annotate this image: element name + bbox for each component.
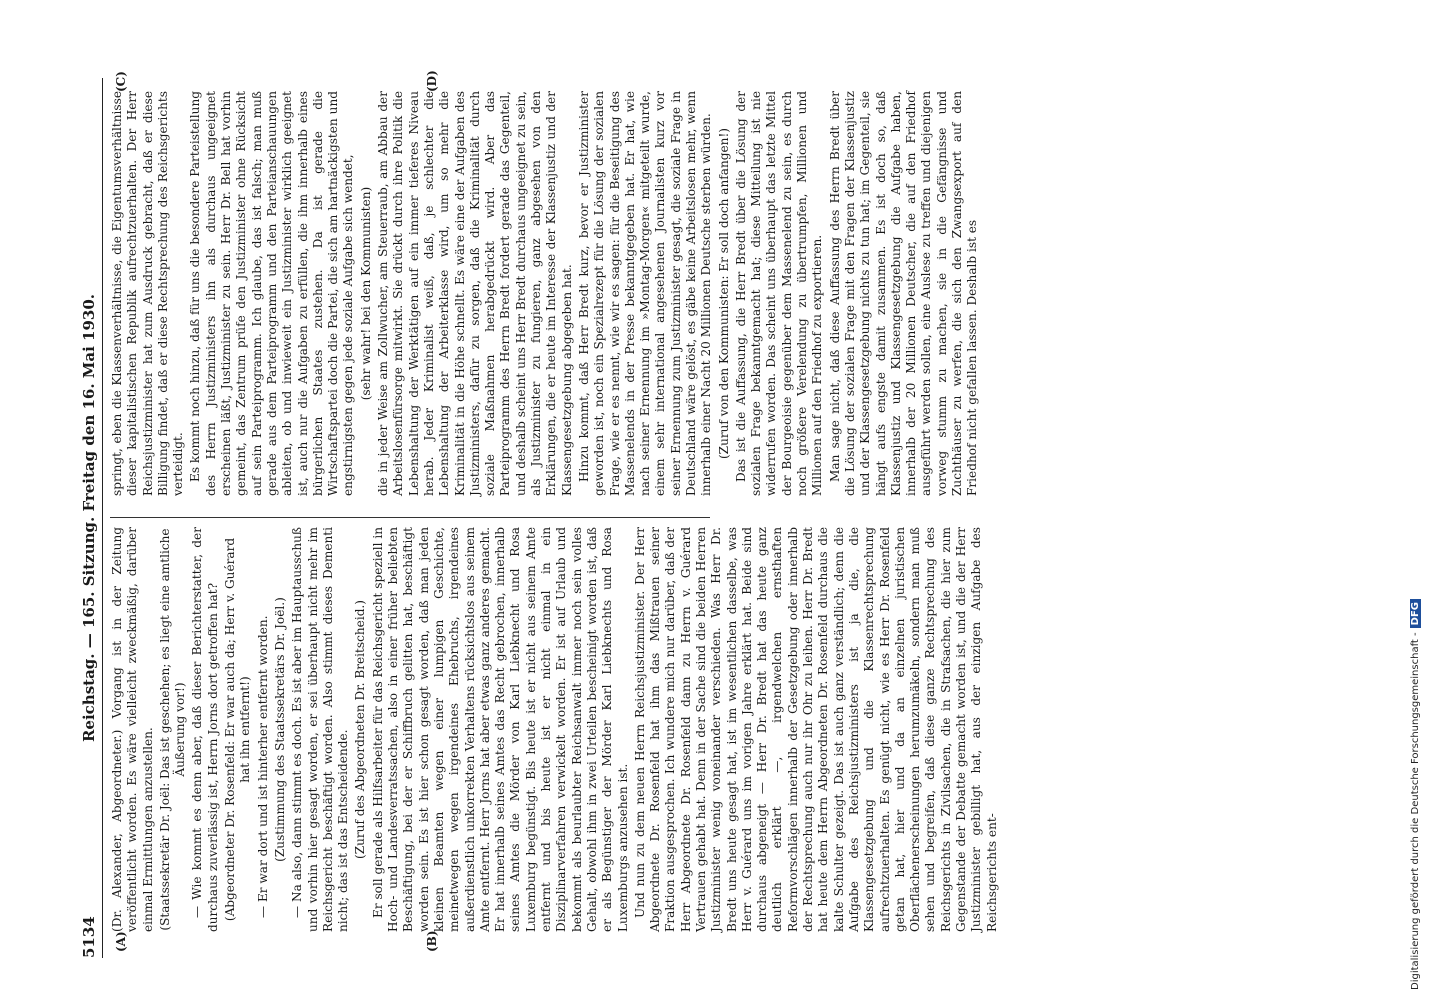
page-number: 5134 xyxy=(80,916,98,958)
margin-marker-b: (B) xyxy=(425,930,439,952)
margin-marker-a: (A) xyxy=(114,931,128,952)
page-header xyxy=(80,78,104,958)
page-title: Reichstag. — 165. Sitzung. Freitag den 16. Mai 1930. xyxy=(80,293,98,743)
paragraph: — Na also, dann stimmt es doch. Es ist aber im Hauptausschuß und vorhin hier gesagt worden, er sei überhaupt nicht mehr im Reichsgericht beschäftigt worden. Also stimmt dieses Dementi nicht; das ist das Entscheidende. xyxy=(290,527,351,932)
paragraph: (Zustimmung des Staatssekretärs Dr. Joël.) xyxy=(272,597,287,862)
paragraph: Das ist die Auffassung, die Herr Bredt über die Lösung der sozialen Frage bekanntgemacht hat; diese Mitteilung ist nie widerrufen worden. Das scheint uns überhaupt das letzte Mittel der Bourgeoisie gegenüber dem Massenelend zu sein, es durch noch größere Verelendung zu übertrumpfen, Millionen und Millionen auf den Friedhof zu exportieren. xyxy=(733,91,825,496)
margin-marker-c: (C) xyxy=(114,71,128,92)
paragraph: die in jeder Weise am Zollwucher, am Steuerraub, am Abbau der Arbeitslosenfürsorge mitwirkt. Sie drückt durch ihre Politik die Lebenshaltung der Werktätigen auf ein immer tieferes Niveau herab. Jeder Kriminalist weiß, daß, je schlechter die Lebenshaltung der Arbeiterklasse wird, um so mehr die Kriminalität in die Höhe schnellt. Es wäre eine der Aufgaben des Justizministers, dafür zu sorgen, daß die Kriminalität durch soziale Maßnahmen herabgedrückt wird. Aber das Parteiprogramm des Herrn Bredt fordert gerade das Gegenteil, und deshalb scheint uns Herr Bredt durchaus ungeeignet zu sein, als Justizminister zu fungieren, ganz abgesehen von den Erklärungen, die er heute im Interesse der Klassenjustiz und der Klassengesetzgebung abgegeben hat. xyxy=(376,91,574,496)
left-text-column xyxy=(110,527,1002,932)
right-text-column xyxy=(110,91,983,496)
paragraph: Es kommt noch hinzu, daß für uns die besondere Parteistellung des Herrn Justizministers ihn als durchaus ungeeignet erscheinen läßt, Justizminister zu sein. Herr Dr. Bell hat vorhin gemeint, das Zentrum prüfe den Justizminister ohne Rücksicht auf sein Parteiprogramm. Ich glaube, das ist falsch; man muß gerade aus dem Parteiprogramm und den Parteianschauungen ableiten, ob und inwieweit ein Justizminister wirklich geeignet ist, auch nur die Aufgaben zu erfüllen, die ihm innerhalb eines bürgerlichen Staates zustehen. Da ist gerade die Wirtschaftspartei doch die Partei, die sich am hartnäckigsten und engstirnigsten gegen jede soziale Aufgabe sich wendet, xyxy=(188,91,356,496)
paragraph: Er soll gerade als Hilfsarbeiter für das Reichsgericht speziell in Hoch- und Landesverratssachen, also in einer früher beliebten Beschäftigung, bei der er Schiffbruch gelitten hat, beschäftigt worden sein. Es ist hier schon gesagt worden, daß man jeden kleinen Beamten wegen einer lumpigen Geschichte, meinetwegen wegen irgendeines Ehebruchs, irgendeines außerdienstlich unkorrekten Verhaltens rücksichtslos aus seinem Amte entfernt. Herr Jorns hat aber etwas ganz anderes gemacht. Er hat innerhalb seines Amtes das Recht gebrochen, innerhalb seines Amtes die Mörder von Karl Liebknecht und Rosa Luxemburg begünstigt. Bis heute ist er nicht aus seinem Amte entfernt und bis heute ist er nicht einmal in ein Disziplinarverfahren verwickelt worden. Er ist auf Urlaub und bekommt als beurlaubter Reichsanwalt immer noch sein volles Gehalt, obwohl ihm in zwei Urteilen bescheinigt worden ist, daß er als Begünstiger der Mörder Karl Liebknechts und Rosa Luxemburgs anzusehen ist. xyxy=(370,527,630,932)
paragraph: Man sage nicht, daß diese Auffassung des Herrn Bredt über die Lösung der sozialen Frage mit den Fragen der Klassenjustiz und der Klassengesetzgebung nichts zu tun hat; im Gegenteil, sie hängt aufs engste damit zusammen. Es ist doch so, daß Klassenjustiz und Klassengesetzgebung die Aufgabe haben, innerhalb der 20 Millionen Deutscher, die auf den Friedhof ausgeführt werden sollen, eine Auslese zu treffen und diejenigen vorweg stumm zu machen, sie in die Gefängnisse und Zuchthäuser zu werfen, die sich den Zwangsexport auf den Friedhof nicht gefallen lassen. Deshalb ist es xyxy=(827,91,980,496)
paragraph: Hinzu kommt, daß Herr Bredt kurz, bevor er Justizminister geworden ist, noch ein Spezialrezept für die Lösung der sozialen Frage, wie er es nennt, wie wir es sagen: für die Beseitigung des Massenelends in der Presse bekanntgegeben hat. Er hat, wie nach seiner Ernennung im »Montag-Morgen« mitgeteilt wurde, einem sehr international angesehenen Journalisten kurz vor seiner Ernennung zum Justizminister gesagt, die soziale Frage in Deutschland wäre gelöst, es gäbe keine Arbeitslosen mehr, wenn innerhalb einer Nacht 20 Millionen Deutsche sterben würden. xyxy=(576,91,714,496)
paragraph: springt, eben die Klassenverhältnisse, die Eigentumsverhältnisse dieser kapitalistischen Republik aufrechtzuerhalten. Der Herr Reichsjustizminister hat zum Ausdruck gebracht, daß er diese Billigung findet, daß er diese Rechtsprechung des Reichsgerichts verteidigt. xyxy=(110,91,186,496)
margin-marker-d: (D) xyxy=(425,70,439,92)
paragraph: (Abgeordneter Dr. Rosenfeld: Er war auch da; Herr v. Guérard hat ihn entfernt!) xyxy=(223,537,253,922)
paragraph: — Er war dort und ist hinterher entfernt worden. xyxy=(255,615,270,918)
paragraph: Und nun zu dem neuen Herrn Reichsjustizminister. Der Herr Abgeordnete Dr. Rosenfeld hat ihm das Mißtrauen seiner Fraktion ausgesprochen. Ich wundere mich nur darüber, daß der Herr Abgeordnete Dr. Rosenfeld dann zu Herrn v. Guérard Vertrauen gehabt hat. Denn in der Sache sind die beiden Herren Justizminister wenig voneinander verschieden. Was Herr Dr. Bredt uns heute gesagt hat, ist im wesentlichen dasselbe, was Herr v. Guérard uns im vorigen Jahre erklärt hat. Beide sind durchaus abgeneigt — Herr Dr. Bredt hat das heute ganz deutlich erklärt —, irgendwelchen ernsthaften Reformvorschlägen innerhalb der Gesetzgebung oder innerhalb der Rechtsprechung auch nur ihr Ohr zu leihen. Herr Dr. Bredt hat heute dem Herrn Abgeordneten Dr. Rosenfeld durchaus die kalte Schulter gezeigt. Das ist auch ganz verständlich; denn die Aufgabe des Reichsjustizministers ist ja die, die Klassengesetzgebung und die Klassenrechtsprechung aufrechtzuerhalten. Es genügt nicht, wie es Herr Dr. Rosenfeld getan hat, hier und da an einzelnen juristischen Oberflächenerscheinungen herumzumäkeln, sondern man muß sehen und begreifen, daß diese ganze Rechtsprechung des Reichsgerichts in Zivilsachen, die in Strafsachen, die hier zum Gegenstande der Debatte gemacht worden ist, und die der Herr Justizminister gebilligt hat, aus der einzigen Aufgabe des Reichsgerichts ent- xyxy=(632,527,999,932)
column-divider xyxy=(110,517,710,518)
paragraph: (Zuruf des Abgeordneten Dr. Breitscheid.) xyxy=(353,600,368,860)
paragraph: (Dr. Alexander, Abgeordneter.) Vorgang ist in der Zeitung veröffentlicht worden. Es wäre vielleicht zweckmäßig, darüber einmal Ermittlungen anzustellen. xyxy=(110,527,155,932)
digitization-notice xyxy=(1410,599,1421,990)
dfg-logo: DFG xyxy=(1410,599,1421,628)
paragraph: (sehr wahr! bei den Kommunisten) xyxy=(358,186,373,401)
digitization-notice-text: Digitalisierung gefördert durch die Deutsche Forschungsgemeinschaft - xyxy=(1410,632,1421,990)
paragraph: (Staatssekretär Dr. Joël: Das ist geschehen; es liegt eine amtliche Äußerung vor!) xyxy=(157,528,188,931)
paragraph: — Wie kommt es denn aber, daß dieser Berichterstatter, der durchaus zuverlässig ist, Herrn Jorns dort getroffen hat? xyxy=(190,527,220,932)
rotated-document-page xyxy=(80,70,999,958)
paragraph: (Zuruf von den Kommunisten: Er soll doch anfangen!) xyxy=(716,127,731,460)
header-rule xyxy=(102,78,103,958)
